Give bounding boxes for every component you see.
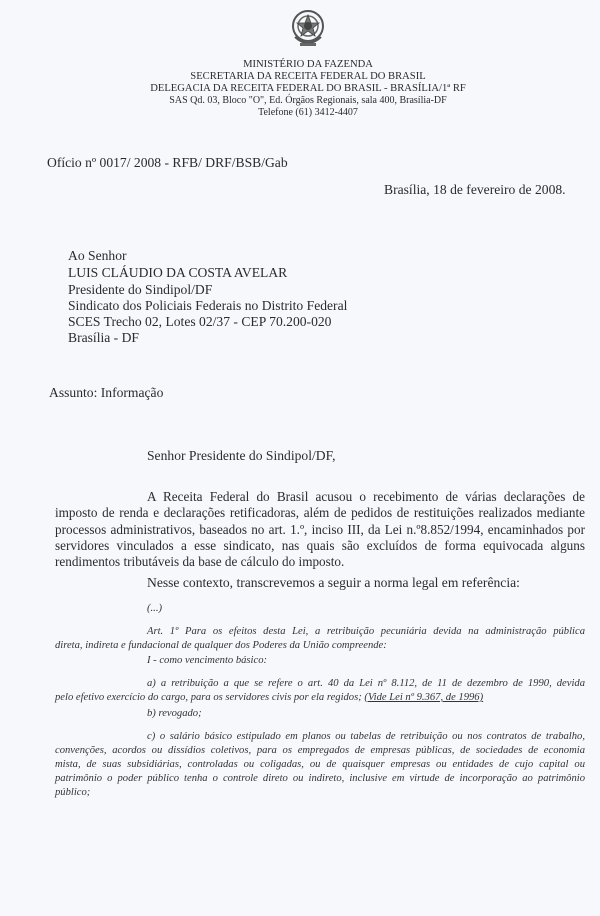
quote-line-text: pelo efetivo exercício do cargo, para os servidores civis por ela regidos;	[55, 692, 362, 703]
quote-line: c) o salário básico estipulado em planos ou tabelas de retribuição ou nos contratos de trabalho,	[147, 731, 585, 742]
addressee-city: Brasília - DF	[68, 330, 139, 345]
addressee-address: SCES Trecho 02, Lotes 02/37 - CEP 70.200-020	[68, 314, 332, 329]
addressee-organization: Sindicato dos Policiais Federais no Distrito Federal	[68, 298, 348, 313]
quote-line: Art. 1º Para os efeitos desta Lei, a retribuição pecuniária devida na administração pública	[147, 626, 585, 637]
quote-line: público;	[55, 787, 91, 798]
quote-line: mista, de suas subsidiárias, controladas ou coligadas, ou de quaisquer empresas ou entidades de cujo capital ou	[55, 759, 585, 770]
addressee-salutation: Ao Senhor	[68, 248, 127, 263]
paragraph-line: processos administrativos, baseados no art. 1.º, inciso III, da Lei n.º8.852/1994, encaminhados por	[55, 521, 585, 537]
document-reference: Ofício nº 0017/ 2008 - RFB/ DRF/BSB/Gab	[47, 155, 288, 170]
quote-line: patrimônio o poder público tenha o controle direto ou indireto, inclusive em virtude de incorporação ao patrimônio	[55, 773, 585, 784]
quote-line	[55, 691, 585, 705]
context-sentence: Nesse contexto, transcrevemos a seguir a norma legal em referência:	[147, 575, 520, 590]
quote-inciso-1: I - como vencimento básico:	[147, 655, 268, 666]
quote-line: a) a retribuição a que se refere o art. 40 da Lei nº 8.112, de 11 de dezembro de 1990, devida	[147, 678, 585, 689]
quote-alinea-a	[55, 677, 585, 705]
quote-line: direta, indireta e fundacional de qualquer dos Poderes da União compreende:	[55, 640, 387, 651]
quote-article-1	[55, 625, 585, 653]
greeting: Senhor Presidente do Sindipol/DF,	[147, 448, 336, 463]
quote-ellipsis: (...)	[147, 603, 163, 614]
paragraph-line: imposto de renda e declarações retificadoras, além de pedidos de restituições realizados mediante	[55, 505, 585, 521]
letterhead-ministry: MINISTÉRIO DA FAZENDA	[243, 59, 373, 70]
vide-lei-link[interactable]: (Vide Lei nº 9.367, de 1996)	[364, 692, 484, 703]
addressee-name: LUIS CLÁUDIO DA COSTA AVELAR	[68, 265, 288, 280]
paragraph-line: servidores vinculados a esse sindicato, nas quais são excluídos de forma equivocada alguns	[55, 537, 585, 553]
paragraph-line: rendimentos tributáveis da base de cálculo do imposto.	[55, 554, 345, 570]
quote-alinea-b: b) revogado;	[147, 708, 202, 719]
letterhead-address: SAS Qd. 03, Bloco "O", Ed. Órgãos Regionais, sala 400, Brasília-DF	[169, 95, 447, 106]
paragraph-line: A Receita Federal do Brasil acusou o recebimento de várias declarações de	[147, 489, 585, 504]
date-line: Brasília, 18 de fevereiro de 2008.	[384, 182, 566, 197]
quote-alinea-c	[55, 730, 585, 800]
addressee-title: Presidente do Sindipol/DF	[68, 282, 213, 297]
quote-line: convenções, acordos ou dissídios coletivos, para os empregados de empresas públicas, de sociedades de economia	[55, 745, 585, 756]
body-paragraph-1	[55, 489, 585, 570]
letterhead-secretariat: SECRETARIA DA RECEITA FEDERAL DO BRASIL	[190, 71, 426, 82]
brazil-coat-of-arms-icon	[289, 7, 327, 51]
letterhead-phone: Telefone (61) 3412-4407	[258, 107, 358, 118]
subject-line: Assunto: Informação	[49, 385, 164, 400]
letterhead-delegacy: DELEGACIA DA RECEITA FEDERAL DO BRASIL - BRASÍLIA/1ª RF	[150, 83, 466, 94]
